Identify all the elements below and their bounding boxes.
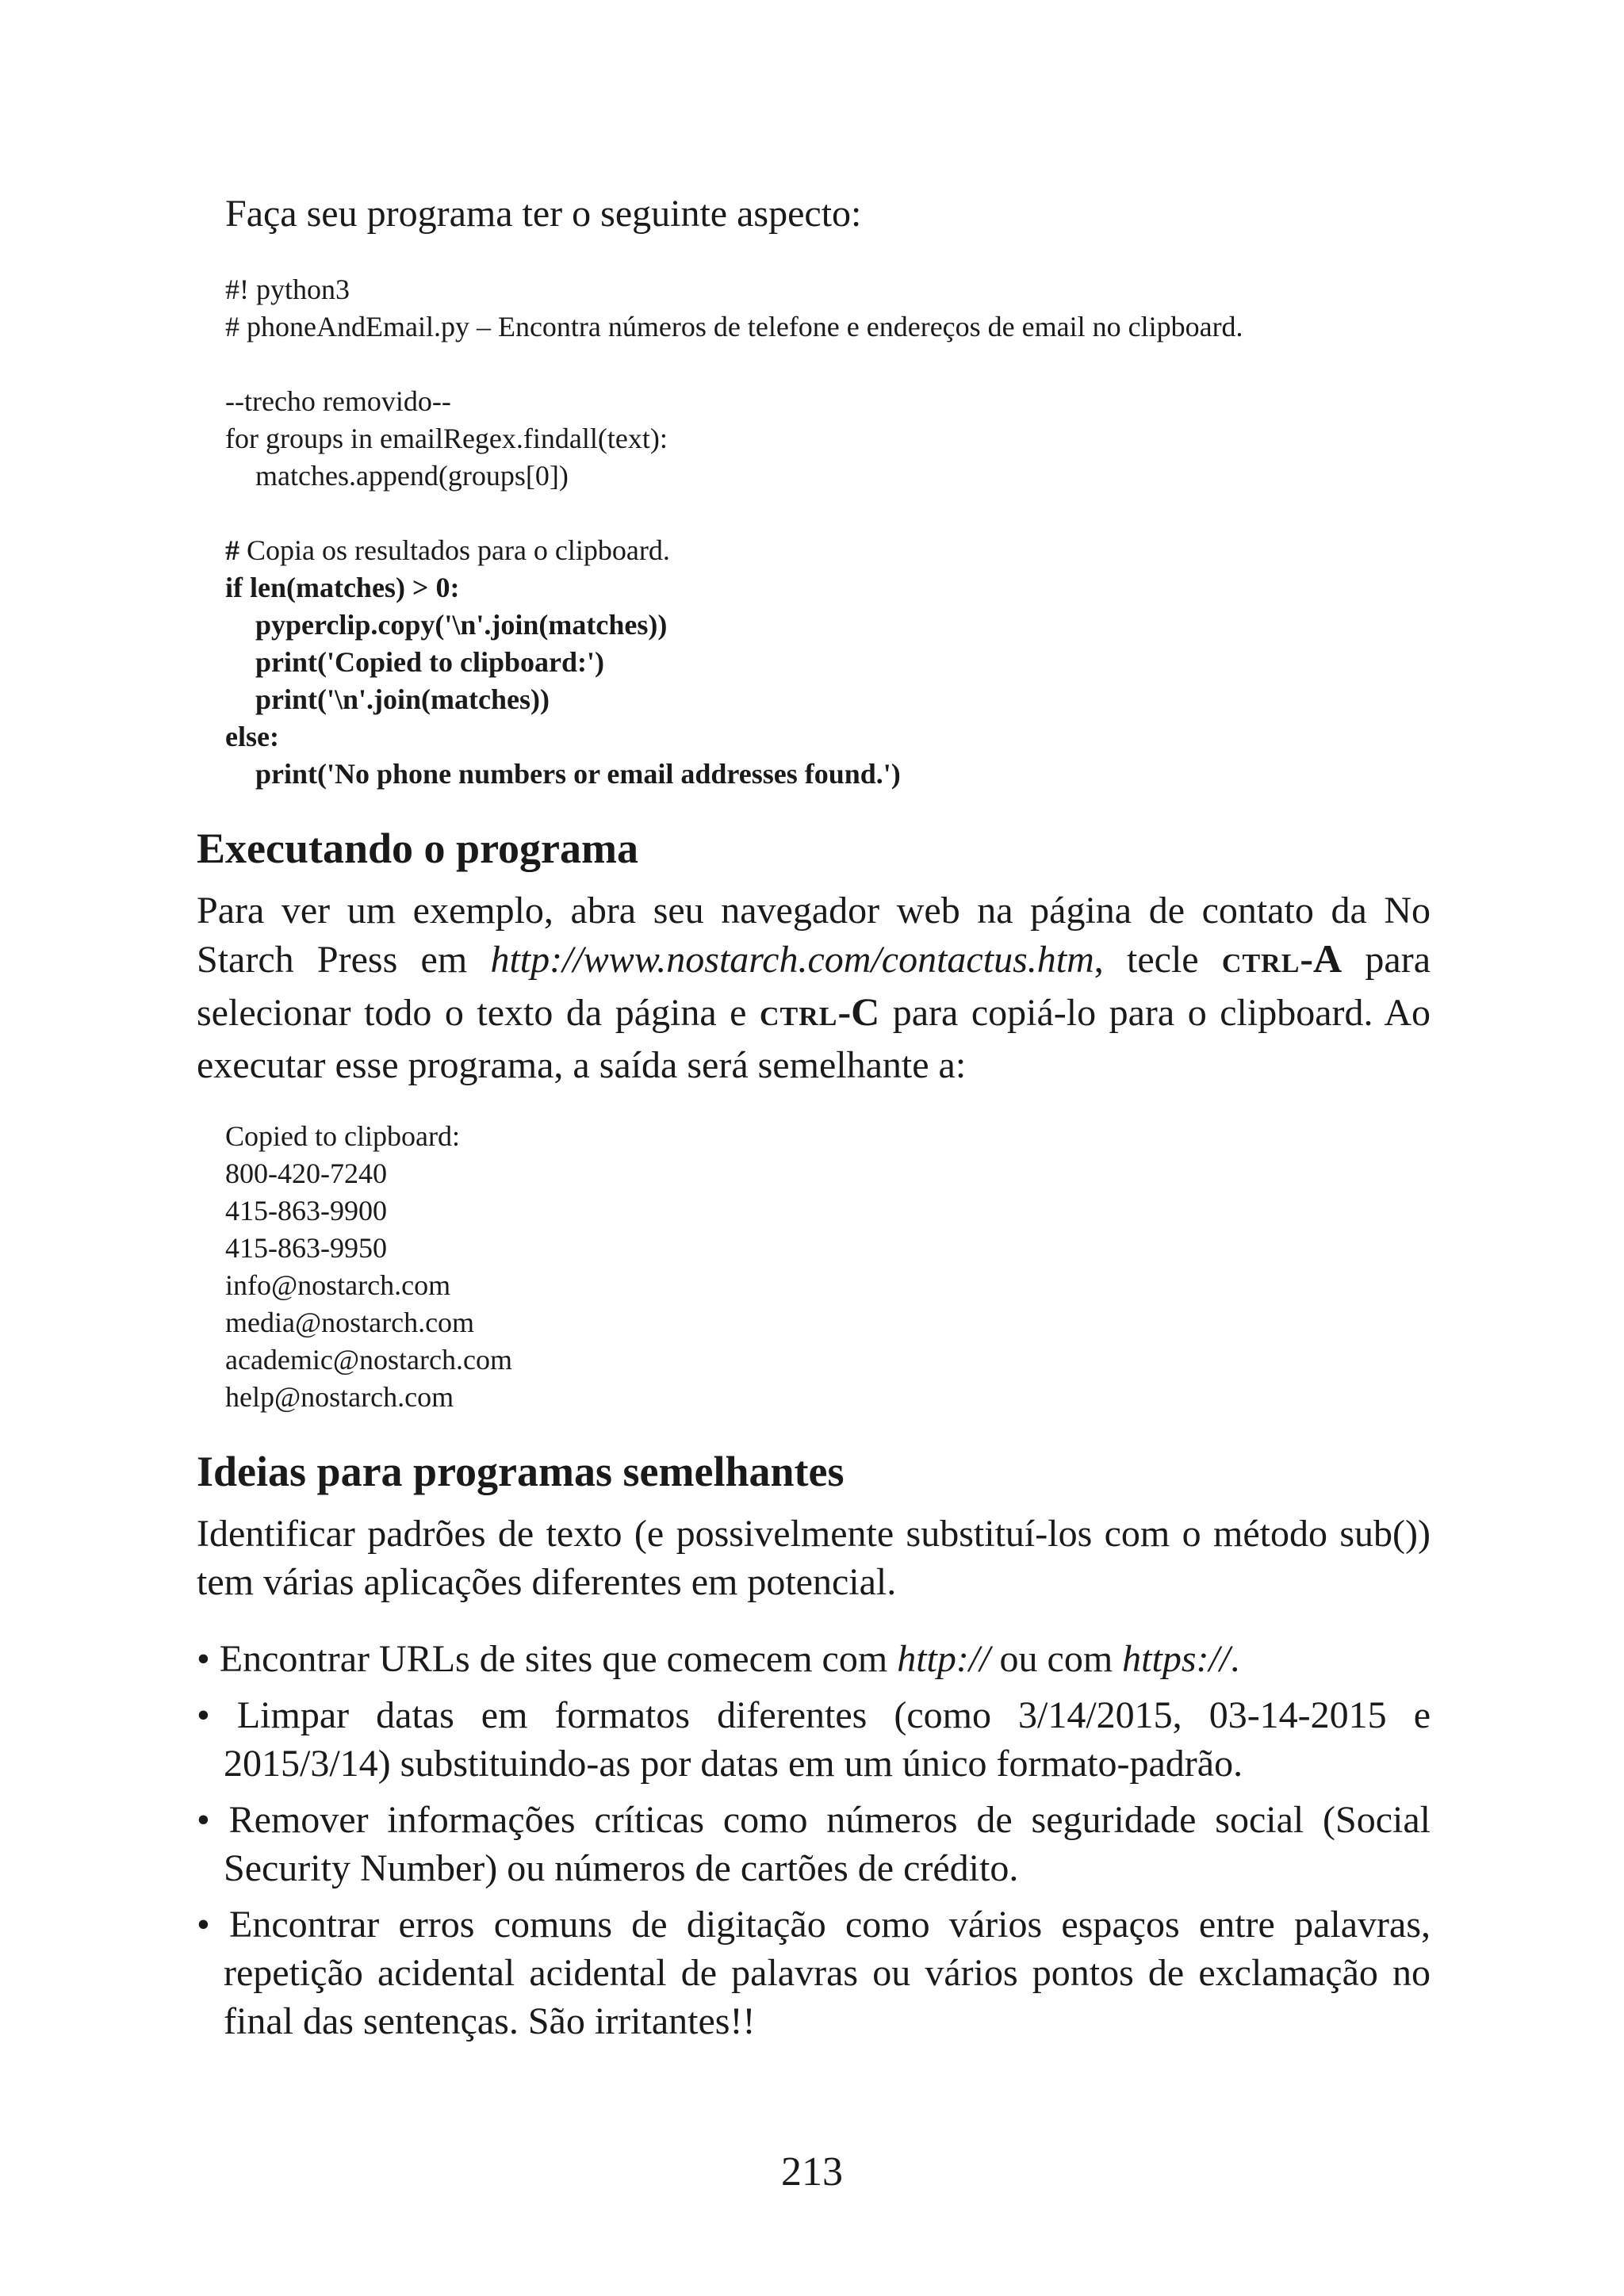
code-line: matches.append(groups[0]) (255, 460, 569, 492)
section-paragraph-ideias: Identificar padrões de texto (e possivelmente substituí-los com o método sub()) tem várias aplicações diferentes em potencial. (197, 1513, 1431, 1603)
page-content (197, 190, 1431, 2053)
code-line: # phoneAndEmail.py – Encontra números de telefone e endereços de email no clipboard. (225, 311, 1243, 342)
output-line: Copied to clipboard: (225, 1120, 460, 1152)
list-item: • Encontrar erros comuns de digitação como vários espaços entre palavras, repetição acidental acidental de palavras ou vários pontos de exclamação no final das sentenças. São irritantes!! (197, 1904, 1431, 2042)
code-line: print('\n'.join(matches)) (255, 683, 550, 715)
https-text: https:// (1122, 1638, 1231, 1680)
hash-mark: # (225, 534, 239, 566)
http-text: http:// (897, 1638, 990, 1680)
output-line: 415-863-9900 (225, 1195, 387, 1226)
code-line: --trecho removido-- (225, 385, 451, 417)
text-run: . (1230, 1638, 1240, 1680)
section-heading-executando: Executando o programa (197, 825, 639, 872)
text-run: • Encontrar URLs de sites que comecem com (197, 1638, 898, 1680)
code-line: else: (225, 721, 279, 752)
code-line (225, 495, 1431, 532)
key-c: -C (837, 989, 880, 1034)
code-line: print('Copied to clipboard:') (255, 646, 605, 678)
output-line: 800-420-7240 (225, 1158, 387, 1189)
code-line: pyperclip.copy('\n'.join(matches)) (255, 609, 668, 641)
text-run: para copiá-lo para o clipboard. Ao executar esse programa, a saída será semelhante a: (197, 992, 1431, 1086)
text-run: Para ver um exemplo, abra seu navegador web na página de contato da No Starch Press em (197, 890, 1431, 981)
text-run: ou com (990, 1638, 1123, 1680)
page-number: 213 (781, 2149, 843, 2195)
list-item: • Limpar datas em formatos diferentes (como 3/14/2015, 03-14-2015 e 2015/3/14) substituindo-as por datas em um único formato-padrão. (197, 1694, 1431, 1785)
code-line: if len(matches) > 0: (225, 572, 460, 603)
output-line: info@nostarch.com (225, 1269, 451, 1301)
key-a: -A (1300, 936, 1342, 981)
code-listing (225, 271, 1431, 793)
program-output (225, 1118, 1431, 1416)
output-line: 415-863-9950 (225, 1232, 387, 1264)
code-line: print('No phone numbers or email addresses found.') (255, 758, 901, 790)
text-run: , tecle (1094, 939, 1222, 981)
ctrl-key-label: CTRL (1221, 949, 1300, 978)
output-line: help@nostarch.com (225, 1381, 454, 1413)
ctrl-key-label: CTRL (759, 1002, 838, 1031)
intro-text: Faça seu programa ter o seguinte aspecto: (225, 193, 862, 235)
code-line: #! python3 (225, 274, 350, 305)
text-run: para selecionar todo o texto da página e (197, 939, 1431, 1034)
output-line: media@nostarch.com (225, 1307, 475, 1338)
contact-url: http://www.nostarch.com/contactus.htm (490, 939, 1094, 981)
output-line: academic@nostarch.com (225, 1344, 512, 1376)
section-heading-ideias: Ideias para programas semelhantes (197, 1448, 845, 1495)
ideas-list (197, 1635, 1431, 2045)
list-item: • Remover informações críticas como números de seguridade social (Social Security Number) ou números de cartões de crédito. (197, 1799, 1431, 1889)
comment-text: Copia os resultados para o clipboard. (239, 534, 670, 566)
section-paragraph-executando (197, 886, 1431, 1089)
code-line: for groups in emailRegex.findall(text): (225, 423, 668, 454)
code-line (225, 532, 1431, 569)
code-line (225, 346, 1431, 383)
list-item (197, 1635, 1431, 1683)
